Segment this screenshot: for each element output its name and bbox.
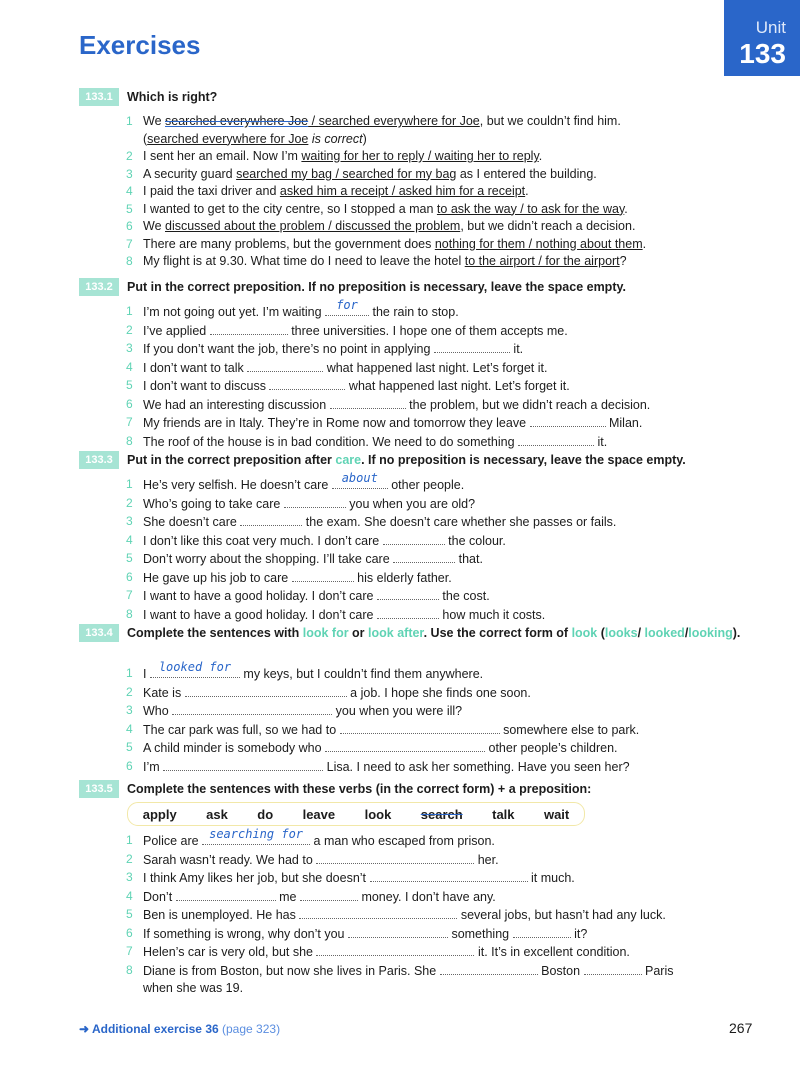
item-text: something <box>447 926 513 941</box>
item-number: 6 <box>126 925 133 940</box>
item-text: you when you were ill? <box>332 704 463 718</box>
item-number: 8 <box>126 962 133 977</box>
list-item <box>79 297 784 322</box>
instruction-text: Put in the correct preposition after <box>127 453 336 467</box>
answer-note: searched everywhere for Joe <box>147 131 309 146</box>
list-item <box>79 962 784 998</box>
highlighted-word: looking <box>688 626 733 640</box>
item-text: He gave up his job to care <box>143 570 292 585</box>
item-number: 6 <box>126 569 133 584</box>
highlighted-word: look after <box>368 626 424 640</box>
item-text: Sarah wasn’t ready. We had to <box>143 852 317 867</box>
instruction-text: / <box>684 626 689 640</box>
instruction-text: . If no preposition is necessary, leave the space empty. <box>361 453 686 467</box>
item-number: 7 <box>126 588 133 602</box>
item-text: the problem, but we didn’t reach a decision. <box>405 397 651 412</box>
item-text: Helen’s car is very old, but she <box>143 945 317 959</box>
item-number: 2 <box>126 322 133 337</box>
item-text: Diane is from Boston, but now she lives in Paris. She <box>143 963 440 978</box>
item-text: it. <box>509 342 524 356</box>
answer-blank[interactable] <box>518 433 594 446</box>
list-item <box>79 236 784 254</box>
item-number: 8 <box>126 433 133 448</box>
option-pair: to ask the way / to ask for the way <box>436 201 625 216</box>
answer-blank[interactable] <box>299 906 457 919</box>
exercise-instruction: Which is right? <box>127 90 218 104</box>
highlighted-word: care <box>335 453 362 467</box>
item-number: 8 <box>126 606 133 621</box>
item-number: 1 <box>126 477 133 491</box>
item-number: 6 <box>126 396 133 411</box>
list-item <box>79 218 784 236</box>
item-text: Lisa. I need to ask her something. Have you seen her? <box>323 759 630 774</box>
item-text: I don’t want to discuss <box>143 379 270 393</box>
item-number: 2 <box>126 851 133 866</box>
instruction-text: / <box>637 626 645 640</box>
answer-blank[interactable] <box>348 925 448 938</box>
item-number: 3 <box>126 703 133 717</box>
item-number: 2 <box>126 684 133 699</box>
answer-blank[interactable] <box>300 888 358 901</box>
item-number: 7 <box>126 236 133 251</box>
item-text: as I entered the building. <box>456 166 597 181</box>
item-text: a job. I hope she finds one soon. <box>346 685 531 700</box>
answer-blank[interactable] <box>185 684 347 697</box>
page-reference: (page 323) <box>222 1022 281 1036</box>
list-item <box>79 414 784 433</box>
list-item <box>79 113 784 148</box>
additional-exercise-link[interactable] <box>79 1022 280 1036</box>
word-box-item: look <box>364 806 392 822</box>
item-text: I’m <box>143 759 164 774</box>
instruction-text: or <box>348 626 369 640</box>
item-text: Ben is unemployed. He has <box>143 908 300 922</box>
item-text: me <box>275 889 300 904</box>
item-number: 3 <box>126 870 133 884</box>
item-text: , but we didn’t reach a decision. <box>460 219 636 233</box>
handwritten-answer: about <box>341 470 378 485</box>
item-number: 2 <box>126 495 133 510</box>
item-number: 3 <box>126 166 133 181</box>
handwritten-answer: searching for <box>209 826 304 841</box>
list-item <box>79 322 784 341</box>
list-item <box>79 943 784 962</box>
answer-blank[interactable] <box>202 826 310 845</box>
item-number: 1 <box>126 304 133 318</box>
list-item <box>79 684 784 703</box>
item-text: that. <box>455 552 483 566</box>
item-number: 3 <box>126 341 133 355</box>
item-number: 7 <box>126 415 133 429</box>
list-item <box>79 396 784 415</box>
answer-blank[interactable] <box>316 943 474 956</box>
item-text: Kate is <box>143 685 185 700</box>
exercise-number-badge: 133.4 <box>79 624 119 642</box>
item-text: three universities. I hope one of them accepts me. <box>287 323 568 338</box>
list-item <box>79 359 784 378</box>
item-text: it. <box>594 434 608 449</box>
list-item <box>79 758 784 777</box>
handwritten-answer: looked for <box>158 659 232 674</box>
list-item <box>79 340 784 359</box>
unit-label: Unit <box>755 18 786 37</box>
item-text: the exam. She doesn’t care whether she passes or fails. <box>302 515 617 529</box>
item-text: I think Amy likes her job, but she doesn’t <box>143 871 370 885</box>
list-item <box>79 148 784 166</box>
item-text: We had an interesting discussion <box>143 397 330 412</box>
item-text: If something is wrong, why don’t you <box>143 926 348 941</box>
item-text: is correct <box>308 131 363 146</box>
answer-blank[interactable] <box>150 659 240 678</box>
item-text: I don’t want to talk <box>143 360 248 375</box>
item-text: . <box>538 149 543 163</box>
unit-number: 133 <box>739 38 786 69</box>
list-item <box>79 587 784 606</box>
answer-blank[interactable] <box>176 888 276 901</box>
answer-blank[interactable] <box>434 340 510 353</box>
answer-blank[interactable] <box>325 297 369 316</box>
item-number: 5 <box>126 551 133 565</box>
item-number: 5 <box>126 201 133 216</box>
word-box-item: leave <box>302 806 336 822</box>
word-box-item: talk <box>492 806 515 822</box>
answer-blank[interactable] <box>332 470 388 489</box>
answer-blank[interactable] <box>284 495 346 508</box>
highlighted-word: looks <box>604 626 638 640</box>
item-text: We <box>143 114 165 128</box>
link-text: ➜ Additional exercise 36 <box>79 1022 219 1036</box>
word-box-item: wait <box>543 806 570 822</box>
highlighted-word: look for <box>302 626 349 640</box>
exercise-instruction <box>127 452 777 469</box>
exercise-133-5 <box>79 778 784 998</box>
exercise-133-2 <box>79 276 784 451</box>
answer-blank[interactable] <box>513 925 571 938</box>
item-text: Don’t <box>143 889 176 904</box>
item-text: you when you are old? <box>345 496 476 511</box>
item-number: 4 <box>126 888 133 903</box>
item-text: I sent her an email. Now I’m <box>143 149 302 163</box>
answer-blank[interactable] <box>292 569 354 582</box>
list-item <box>79 377 784 396</box>
answer-blank[interactable] <box>325 739 485 752</box>
item-text: A security guard <box>143 166 237 181</box>
list-item <box>79 888 784 907</box>
item-number: 1 <box>126 666 133 680</box>
item-text: Don’t worry about the shopping. I’ll take care <box>143 552 394 566</box>
exercise-number-badge: 133.2 <box>79 278 119 296</box>
item-text: The car park was full, so we had to <box>143 722 340 737</box>
item-text: what happened last night. Let’s forget it. <box>345 379 570 393</box>
item-text: Milan. <box>605 416 643 430</box>
item-number: 1 <box>126 114 133 128</box>
list-item <box>79 166 784 184</box>
item-text: somewhere else to park. <box>499 722 640 737</box>
page-title: Exercises <box>79 30 201 60</box>
list-item <box>79 739 784 758</box>
item-text: the cost. <box>438 589 490 603</box>
item-number: 5 <box>126 907 133 921</box>
item-text: money. I don’t have any. <box>357 889 496 904</box>
answer-blank[interactable] <box>210 322 288 335</box>
answer-blank[interactable] <box>377 606 439 619</box>
item-text: several jobs, but hasn’t had any luck. <box>457 908 666 922</box>
item-text: the colour. <box>444 533 506 548</box>
list-item <box>79 253 784 271</box>
list-item <box>79 513 784 532</box>
item-text: I want to have a good holiday. I don’t care <box>143 607 377 622</box>
item-text: The roof of the house is in bad condition. We need to do something <box>143 434 519 449</box>
answer-blank[interactable] <box>370 869 528 882</box>
item-text: it much. <box>527 871 575 885</box>
instruction-text: ( <box>597 626 605 640</box>
answer-blank[interactable] <box>393 550 455 563</box>
item-number: 4 <box>126 532 133 547</box>
crossed-out-option: searched everywhere Joe <box>165 114 309 128</box>
list-item <box>79 906 784 925</box>
instruction-text: Complete the sentences with <box>127 626 303 640</box>
page-number: 267 <box>729 1020 753 1036</box>
item-text: There are many problems, but the government does <box>143 236 435 251</box>
option-pair: asked him a receipt / asked him for a receipt <box>279 184 526 198</box>
item-text: I want to have a good holiday. I don’t care <box>143 589 377 603</box>
word-box-item: ask <box>206 806 228 822</box>
item-text: If you don’t want the job, there’s no point in applying <box>143 342 434 356</box>
item-text: Police are <box>143 834 203 848</box>
word-box-item-used: search <box>420 806 463 822</box>
exercise-number-badge: 133.3 <box>79 451 119 469</box>
item-text: She doesn’t care <box>143 515 241 529</box>
highlighted-word: looked <box>644 626 685 640</box>
list-item <box>79 183 784 201</box>
item-text: Boston <box>537 963 584 978</box>
item-text: . <box>642 236 647 251</box>
answer-blank[interactable] <box>330 396 406 409</box>
instruction-text: ). <box>732 626 741 640</box>
item-text: her. <box>474 852 499 867</box>
option-pair: nothing for them / nothing about them <box>434 236 643 251</box>
item-text: We <box>143 219 165 233</box>
item-text: ( <box>143 131 148 146</box>
item-text: My flight is at 9.30. What time do I need to leave the hotel <box>143 254 465 268</box>
list-item <box>79 925 784 944</box>
answer-blank[interactable] <box>163 758 323 771</box>
list-item <box>79 826 784 851</box>
item-text: how much it costs. <box>438 607 546 622</box>
item-number: 6 <box>126 219 133 233</box>
item-text: , but we couldn’t find him. <box>479 114 621 128</box>
exercise-133-1 <box>79 86 784 271</box>
option-pair: searched my bag / searched for my bag <box>236 166 457 181</box>
item-number: 5 <box>126 740 133 754</box>
item-text: Who <box>143 704 173 718</box>
answer-blank[interactable] <box>247 359 323 372</box>
answer-blank[interactable] <box>240 513 302 526</box>
option-pair: to the airport / for the airport <box>464 254 620 268</box>
item-text: . <box>624 201 628 216</box>
item-text: other people. <box>387 478 465 492</box>
item-number: 3 <box>126 514 133 528</box>
item-text: I’ve applied <box>143 323 210 338</box>
exercise-instruction <box>127 625 777 642</box>
highlighted-word: look <box>571 626 598 640</box>
item-text: other people’s children. <box>485 741 618 755</box>
item-text: Paris <box>641 963 674 978</box>
answer-blank[interactable] <box>377 587 439 600</box>
item-number: 5 <box>126 378 133 392</box>
item-text: I don’t like this coat very much. I don’t care <box>143 533 383 548</box>
item-text: . <box>525 184 529 198</box>
word-box-item: apply <box>142 806 177 822</box>
item-number: 4 <box>126 184 133 198</box>
list-item <box>79 569 784 588</box>
list-item <box>79 702 784 721</box>
exercise-133-4 <box>79 622 784 776</box>
word-box-item: do <box>257 806 274 822</box>
answer-blank[interactable] <box>269 377 345 390</box>
item-number: 8 <box>126 254 133 268</box>
item-number: 2 <box>126 149 133 163</box>
exercise-instruction: Put in the correct preposition. If no preposition is necessary, leave the space empty. <box>127 280 626 294</box>
list-item <box>79 470 784 495</box>
option-pair: waiting for her to reply / waiting her to reply <box>301 149 539 163</box>
item-number: 6 <box>126 758 133 773</box>
list-item <box>79 659 784 684</box>
item-text: the rain to stop. <box>369 305 459 319</box>
option-pair: searched everywhere for Joe <box>318 114 480 128</box>
item-number: 1 <box>126 833 133 847</box>
option-pair: discussed about the problem / discussed the problem <box>165 219 461 233</box>
list-item <box>79 532 784 551</box>
item-text: My friends are in Italy. They’re in Rome now and tomorrow they leave <box>143 416 530 430</box>
list-item <box>79 201 784 219</box>
item-text: I’m not going out yet. I’m waiting <box>143 305 326 319</box>
item-text: ) <box>362 131 367 146</box>
exercise-number-badge: 133.5 <box>79 780 119 798</box>
item-text: I <box>143 667 150 681</box>
unit-tab <box>724 0 800 76</box>
answer-blank[interactable] <box>172 702 332 715</box>
item-text: I paid the taxi driver and <box>143 184 280 198</box>
word-box <box>127 802 585 826</box>
item-text: / <box>308 114 319 128</box>
item-number: 7 <box>126 944 133 958</box>
handwritten-answer: for <box>336 297 358 312</box>
item-text: it? <box>570 926 588 941</box>
item-text: a man who escaped from prison. <box>310 834 495 848</box>
list-item <box>79 495 784 514</box>
item-number: 4 <box>126 721 133 736</box>
item-text: when she was 19. <box>143 981 244 995</box>
item-text: it. It’s in excellent condition. <box>474 945 630 959</box>
answer-blank[interactable] <box>340 721 500 734</box>
exercise-133-3 <box>79 449 784 624</box>
list-item <box>79 550 784 569</box>
item-text: his elderly father. <box>353 570 452 585</box>
item-text: what happened last night. Let’s forget it. <box>323 360 548 375</box>
item-text: my keys, but I couldn’t find them anywhere. <box>239 667 484 681</box>
answer-blank[interactable] <box>584 962 642 975</box>
list-item <box>79 851 784 870</box>
answer-blank[interactable] <box>440 962 538 975</box>
answer-blank[interactable] <box>383 532 445 545</box>
item-text: A child minder is somebody who <box>143 741 326 755</box>
item-text: ? <box>619 254 627 268</box>
item-text: He’s very selfish. He doesn’t care <box>143 478 332 492</box>
answer-blank[interactable] <box>530 414 606 427</box>
instruction-text: . Use the correct form of <box>423 626 572 640</box>
item-number: 4 <box>126 359 133 374</box>
list-item <box>79 721 784 740</box>
list-item <box>79 869 784 888</box>
answer-blank[interactable] <box>316 851 474 864</box>
exercise-instruction: Complete the sentences with these verbs (in the correct form) + a preposition: <box>127 782 592 796</box>
exercise-number-badge: 133.1 <box>79 88 119 106</box>
item-text: I wanted to get to the city centre, so I stopped a man <box>143 201 437 216</box>
item-text: Who’s going to take care <box>143 496 284 511</box>
